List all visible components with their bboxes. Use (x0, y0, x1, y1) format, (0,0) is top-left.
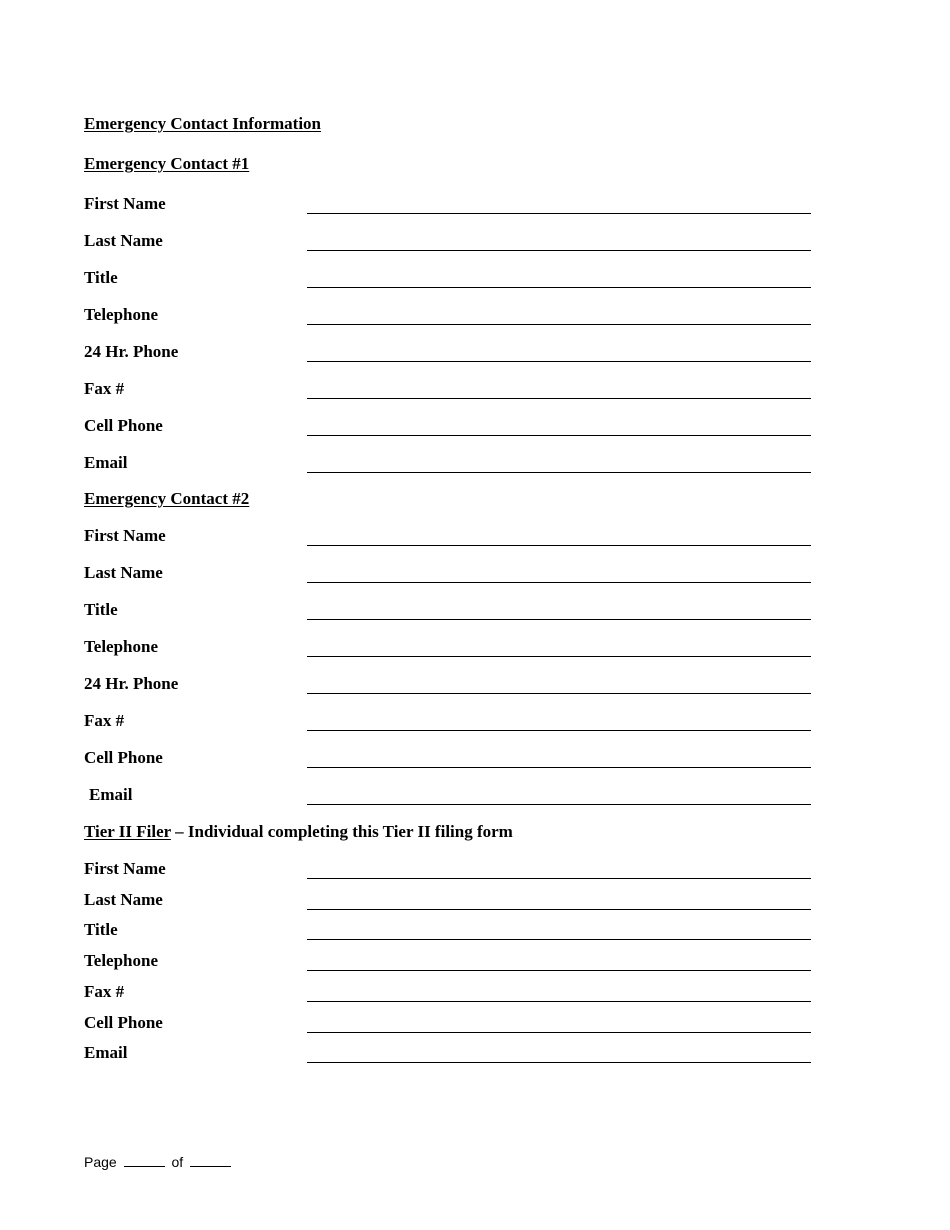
filer-heading-line (84, 822, 513, 842)
contact1-first-name-field[interactable] (307, 213, 811, 214)
filer-telephone-label: Telephone (84, 951, 159, 970)
contact2-email-field[interactable] (307, 804, 811, 805)
contact1-title-label: Title (84, 268, 118, 287)
contact1-fax-field[interactable] (307, 398, 811, 399)
filer-email-field[interactable] (307, 1062, 811, 1063)
contact2-first-name-label: First Name (84, 526, 166, 545)
filer-cell-phone-label: Cell Phone (84, 1013, 163, 1032)
contact1-cell-phone-field[interactable] (307, 435, 811, 436)
contact2-title-row (0, 600, 950, 624)
contact2-email-row (0, 785, 950, 809)
contact2-telephone-field[interactable] (307, 656, 811, 657)
filer-cell-phone-field[interactable] (307, 1032, 811, 1033)
contact1-email-field[interactable] (307, 472, 811, 473)
filer-heading: Tier II Filer (84, 822, 171, 841)
filer-telephone-row (0, 951, 950, 975)
contact1-telephone-label: Telephone (84, 305, 159, 324)
contact2-heading: Emergency Contact #2 (84, 489, 250, 508)
contact2-first-name-row (0, 526, 950, 550)
contact2-cell-phone-label: Cell Phone (84, 748, 163, 767)
contact1-email-label: Email (84, 453, 128, 472)
filer-title-row (0, 920, 950, 944)
contact2-fax-row (0, 711, 950, 735)
contact1-title-row (0, 268, 950, 292)
contact2-24hr-phone-row (0, 674, 950, 698)
page-total-blank[interactable] (190, 1153, 231, 1167)
filer-title-label: Title (84, 920, 118, 939)
contact1-email-row (0, 453, 950, 477)
contact2-title-label: Title (84, 600, 118, 619)
contact2-title-field[interactable] (307, 619, 811, 620)
filer-fax-field[interactable] (307, 1001, 811, 1002)
contact2-last-name-field[interactable] (307, 582, 811, 583)
contact1-cell-phone-row (0, 416, 950, 440)
contact1-heading: Emergency Contact #1 (84, 154, 250, 173)
filer-last-name-row (0, 890, 950, 914)
contact1-fax-row (0, 379, 950, 403)
contact2-24hr-phone-field[interactable] (307, 693, 811, 694)
contact1-first-name-row (0, 194, 950, 218)
filer-email-row (0, 1043, 950, 1067)
contact2-cell-phone-field[interactable] (307, 767, 811, 768)
document-title: Emergency Contact Information (84, 114, 322, 133)
filer-email-label: Email (84, 1043, 128, 1062)
filer-fax-row (0, 982, 950, 1006)
contact1-cell-phone-label: Cell Phone (84, 416, 163, 435)
contact2-email-label: Email (89, 785, 133, 804)
filer-first-name-row (0, 859, 950, 883)
filer-last-name-field[interactable] (307, 909, 811, 910)
page-footer (84, 1153, 234, 1171)
contact2-24hr-phone-label: 24 Hr. Phone (84, 674, 179, 693)
page-number-blank[interactable] (124, 1153, 165, 1167)
contact2-last-name-label: Last Name (84, 563, 163, 582)
contact1-first-name-label: First Name (84, 194, 166, 213)
contact2-fax-field[interactable] (307, 730, 811, 731)
filer-title-field[interactable] (307, 939, 811, 940)
contact2-fax-label: Fax # (84, 711, 125, 730)
contact2-telephone-label: Telephone (84, 637, 159, 656)
filer-fax-label: Fax # (84, 982, 125, 1001)
contact1-24hr-phone-field[interactable] (307, 361, 811, 362)
filer-telephone-field[interactable] (307, 970, 811, 971)
contact1-telephone-field[interactable] (307, 324, 811, 325)
filer-first-name-label: First Name (84, 859, 166, 878)
contact2-last-name-row (0, 563, 950, 587)
contact1-24hr-phone-row (0, 342, 950, 366)
contact2-telephone-row (0, 637, 950, 661)
contact1-fax-label: Fax # (84, 379, 125, 398)
contact2-first-name-field[interactable] (307, 545, 811, 546)
filer-first-name-field[interactable] (307, 878, 811, 879)
of-label: of (171, 1154, 184, 1170)
contact1-last-name-label: Last Name (84, 231, 163, 250)
contact2-cell-phone-row (0, 748, 950, 772)
filer-cell-phone-row (0, 1013, 950, 1037)
contact1-24hr-phone-label: 24 Hr. Phone (84, 342, 179, 361)
contact1-telephone-row (0, 305, 950, 329)
contact1-last-name-field[interactable] (307, 250, 811, 251)
filer-last-name-label: Last Name (84, 890, 163, 909)
contact1-last-name-row (0, 231, 950, 255)
page-label: Page (84, 1154, 117, 1170)
contact1-title-field[interactable] (307, 287, 811, 288)
filer-subheading: – Individual completing this Tier II filing form (170, 822, 513, 841)
